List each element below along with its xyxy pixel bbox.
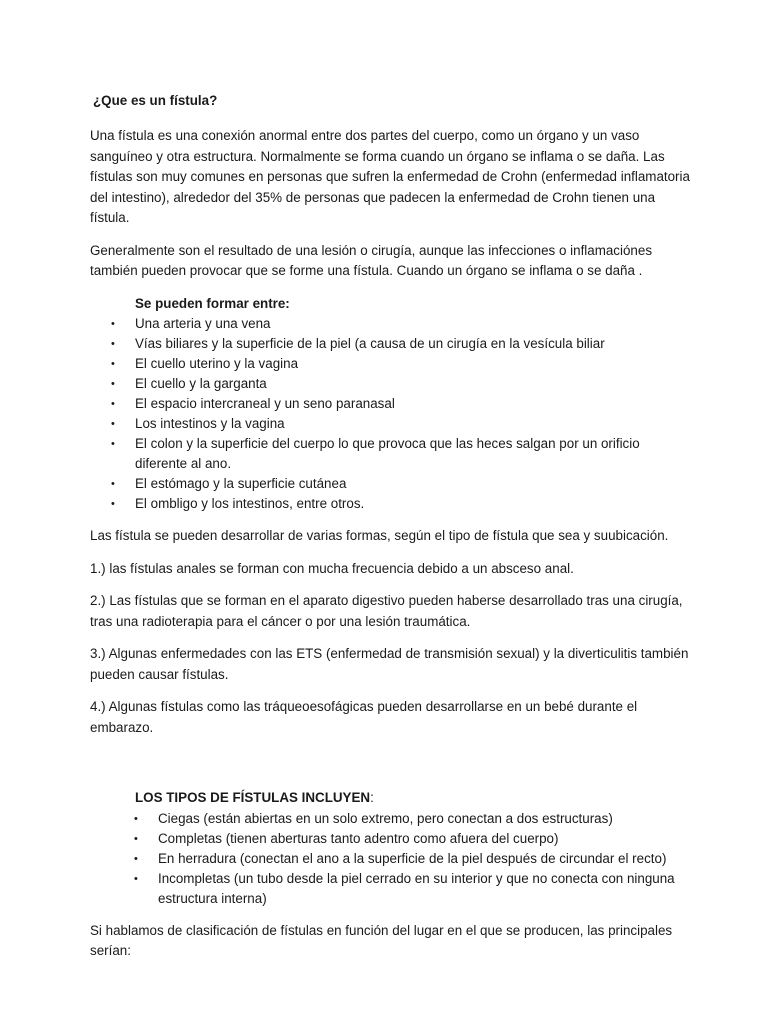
- numbered-item-3: 3.) Algunas enfermedades con las ETS (enfermedad de transmisión sexual) y la diverticulitis también pueden causar fístulas.: [90, 646, 689, 682]
- bullet-icon: •: [111, 338, 115, 350]
- list-item: • Completas (tienen aberturas tanto adentro como afuera del cuerpo): [90, 829, 690, 849]
- list-item: • El cuello uterino y la vagina: [90, 354, 690, 374]
- types-heading: [135, 788, 690, 809]
- list-item: • El espacio intercraneal y un seno paranasal: [90, 394, 690, 414]
- list-item: • El estómago y la superficie cutánea: [90, 474, 690, 494]
- types-heading-colon: :: [370, 790, 374, 805]
- numbered-item-2: 2.) Las fístulas que se forman en el aparato digestivo pueden haberse desarrollado tras una cirugía, tras una radioterapia para el cáncer o por una lesión traumática.: [90, 593, 683, 629]
- development-paragraph: Las fístula se pueden desarrollar de varias formas, según el tipo de fístula que sea y suubicación.: [90, 528, 669, 543]
- bullet-icon: •: [134, 872, 138, 885]
- bullet-icon: •: [111, 398, 115, 410]
- classification-paragraph: Si hablamos de clasificación de fístulas en función del lugar en el que se producen, las principales serían:: [90, 922, 673, 958]
- formation-list: [90, 314, 690, 514]
- bullet-icon: •: [111, 378, 115, 390]
- bullet-icon: •: [111, 438, 115, 450]
- types-list: [90, 809, 690, 909]
- document-title: ¿Que es un fístula?: [93, 93, 218, 108]
- bullet-icon: •: [111, 498, 115, 510]
- list-item: • Vías biliares y la superficie de la piel (a causa de un cirugía en la vesícula biliar: [90, 334, 690, 354]
- numbered-item-1: 1.) las fístulas anales se forman con mucha frecuencia debido a un absceso anal.: [90, 560, 574, 576]
- bullet-icon: •: [111, 318, 115, 330]
- bullet-icon: •: [111, 478, 115, 490]
- list-item: • Una arteria y una vena: [90, 314, 690, 334]
- numbered-item-4: 4.) Algunas fístulas como las tráqueoesofágicas pueden desarrollarse en un bebé durante el embarazo.: [90, 699, 638, 735]
- list-item: • Incompletas (un tubo desde la piel cerrado en su interior y que no conecta con ninguna estructura interna): [134, 870, 675, 906]
- list-item: • El colon y la superficie del cuerpo lo que provoca que las heces salgan por un orificio diferente al ano.: [111, 436, 640, 471]
- document-body: [90, 91, 690, 974]
- intro-paragraph: Una fístula es una conexión anormal entre dos partes del cuerpo, como un órgano y un vaso sanguíneo y otra estructura. Normalmente se forma cuando un órgano se inflama o se daña. Las fístulas son muy comunes en personas que sufren la enfermedad de Crohn (enfermedad inflamatoria del intestino), alrededor del 35% de personas que padecen la enfermedad de Crohn tienen una fístula.: [90, 128, 690, 225]
- list-item: • Los intestinos y la vagina: [90, 414, 690, 434]
- list-item: • El cuello y la garganta: [90, 374, 690, 394]
- list-item: • El ombligo y los intestinos, entre otros.: [90, 494, 690, 514]
- list-item: • Ciegas (están abiertas en un solo extremo, pero conectan a dos estructuras): [90, 809, 690, 829]
- cause-paragraph: Generalmente son el resultado de una lesión o cirugía, aunque las infecciones o inflamaciónes también pueden provocar que se forme una fístula. Cuando un órgano se inflama o se daña .: [90, 242, 653, 278]
- types-heading-text: LOS TIPOS DE FÍSTULAS INCLUYEN: [135, 790, 371, 805]
- bullet-icon: •: [134, 812, 138, 825]
- spacer: [90, 750, 690, 788]
- bullet-icon: •: [134, 832, 138, 845]
- bullet-icon: •: [134, 852, 138, 865]
- list-item: • En herradura (conectan el ano a la superficie de la piel después de circundar el recto): [90, 849, 690, 869]
- bullet-icon: •: [111, 358, 115, 370]
- bullet-icon: •: [111, 418, 115, 430]
- formation-heading: Se pueden formar entre:: [135, 295, 290, 311]
